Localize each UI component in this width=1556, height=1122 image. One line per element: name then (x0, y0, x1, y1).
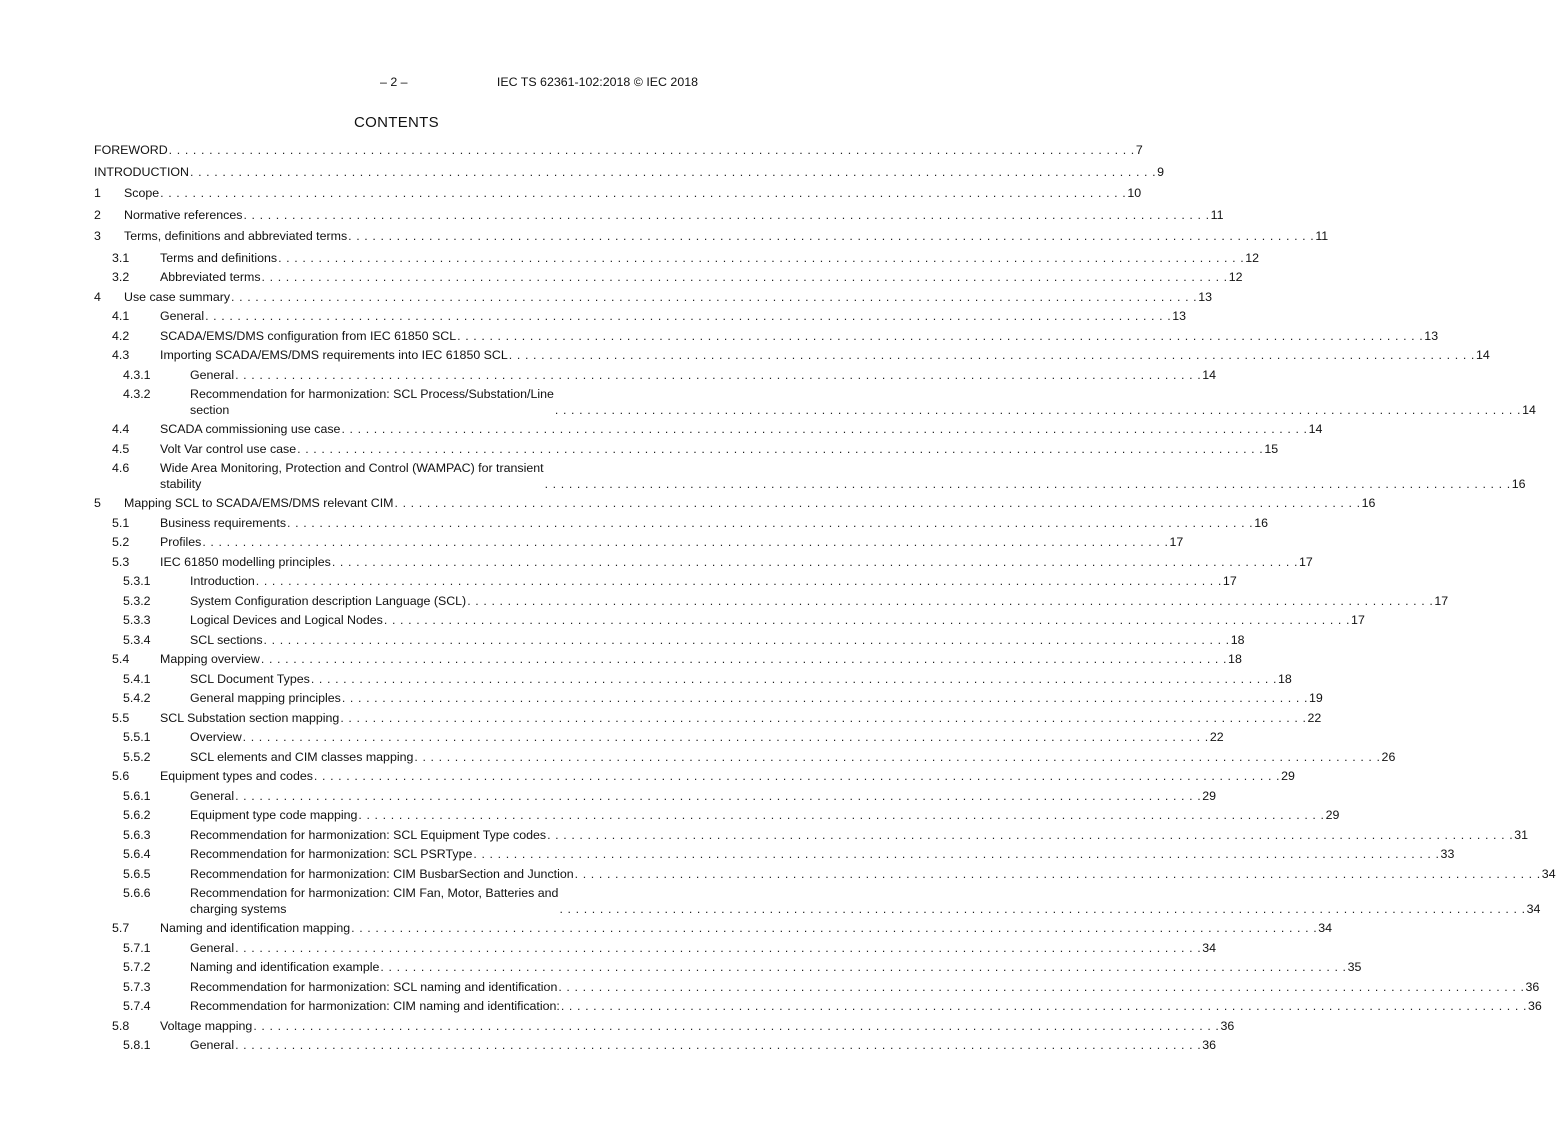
toc-entry-title: INTRODUCTION (94, 164, 189, 179)
dot-leader: . . . . . . . . . . . . . . . . . . . . . . . . . . . . . . . . . . . . . . . . . . . . . . . . . . . . . . . . . . . . . . . . . . . . . . . . . . . . . . . . . . . . . . . . . . . . . . . . . . . . . . . . . . . . . . . . . . . . . . . . (341, 691, 1309, 705)
toc-entry[interactable] (94, 1038, 1217, 1054)
toc-entry-page: 9 (1157, 164, 1165, 179)
toc-entry-title: Importing SCADA/EMS/DMS requirements into IEC 61850 SCL (160, 348, 508, 362)
dot-leader: . . . . . . . . . . . . . . . . . . . . . . . . . . . . . . . . . . . . . . . . . . . . . . . . . . . . . . . . . . . . . . . . . . . . . . . . . . . . . . . . . . . . . . . . . . . . . . . . . . . . . . . . . . . . . . . . . . . . . . . . (205, 309, 1172, 323)
toc-entry-title: General (190, 1038, 235, 1052)
toc-entry-page: 10 (1127, 186, 1142, 200)
toc-entry[interactable] (94, 788, 1217, 805)
toc-entry-page: 17 (1299, 554, 1313, 569)
toc-entry-number: 4 (94, 289, 101, 304)
toc-entry-title: Normative references (124, 207, 243, 222)
dot-leader: . . . . . . . . . . . . . . . . . . . . . . . . . . . . . . . . . . . . . . . . . . . . . . . . . . . . . . . . . . . . . . . . . . . . . . . . . . . . . . . . . . . . . . . . . . . . . . . . . . . . . . . . . . . . . . . . . . . . . . . . (168, 143, 1135, 157)
toc-entry-number: 5.3.1 (123, 574, 151, 588)
toc-entry-number: 3.1 (112, 250, 130, 265)
toc-entry-title: Logical Devices and Logical Nodes (190, 613, 383, 627)
toc-entry-title: General (190, 367, 235, 382)
toc-entry[interactable] (94, 652, 1242, 668)
toc-entry-title: General (160, 309, 205, 323)
toc-entry-page: 17 (1222, 574, 1237, 588)
toc-entry[interactable] (94, 730, 1224, 746)
dot-leader: . . . . . . . . . . . . . . . . . . . . . . . . . . . . . . . . . . . . . . . . . . . . . . . . . . . . . . . . . . . . . . . . . . . . . . . . . . . . . . . . . . . . . . . . . . . . . . . . . . . . . . . . . . . . . . . . . . . . . . . . (253, 1018, 1220, 1033)
dot-leader: . . . . . . . . . . . . . . . . . . . . . . . . . . . . . . . . . . . . . . . . . . . . . . . . . . . . . . . . . . . . . . . . . . . . . . . . . . . . . . . . . . . . . . . . . . . . . . . . . . . . . . . . . . . . . . . . . . . . . . . . (383, 613, 1351, 627)
toc-entry-page: 17 (1169, 535, 1184, 549)
toc-entry-number: 4.5 (112, 441, 130, 456)
toc-entry-page: 13 (1198, 289, 1213, 304)
dot-leader: . . . . . . . . . . . . . . . . . . . . . . . . . . . . . . . . . . . . . . . . . . . . . . . . . . . . . . . . . . . . . . . . . . . . . . . . . . . . . . . . . . . . . . . . . . . . . . . . . . . . . . . . . . . . . . . . . . . . . . . . (202, 535, 1169, 549)
toc-entry-page: 7 (1135, 143, 1143, 157)
dot-leader: . . . . . . . . . . . . . . . . . . . . . . . . . . . . . . . . . . . . . . . . . . . . . . . . . . . . . . . . . . . . . . . . . . . . . . . . . . . . . . . . . . . . . . . . . . . . . . . . . . . . . . . . . . . . . . . . . . . . . . . . (508, 348, 1475, 362)
dot-leader: . . . . . . . . . . . . . . . . . . . . . . . . . . . . . . . . . . . . . . . . . . . . . . . . . . . . . . . . . . . . . . . . . . . . . . . . . . . . . . . . . . . . . . . . . . . . . . . . . . . . . . . . . . . . . . . . . . . . . . . . (558, 979, 1525, 994)
toc-entry-number: 5.6.1 (123, 788, 151, 803)
toc-entry-page: 34 (1526, 901, 1541, 916)
dot-leader: . . . . . . . . . . . . . . . . . . . . . . . . . . . . . . . . . . . . . . . . . . . . . . . . . . . . . . . . . . . . . . . . . . . . . . . . . . . . . . . . . . . . . . . . . . . . . . . . . . . . . . . . . . . . . . . . . . . . . . . . (243, 207, 1210, 222)
toc-entry[interactable] (94, 940, 1217, 957)
dot-leader: . . . . . . . . . . . . . . . . . . . . . . . . . . . . . . . . . . . . . . . . . . . . . . . . . . . . . . . . . . . . . . . . . . . . . . . . . . . . . . . . . . . . . . . . . . . . . . . . . . . . . . . . . . . . . . . . . . . . . . . . (574, 866, 1541, 881)
toc-entry[interactable] (94, 1018, 1235, 1035)
toc-entry[interactable] (94, 827, 1529, 844)
toc-entry-page: 12 (1228, 270, 1243, 284)
toc-entry[interactable] (94, 671, 1292, 688)
toc-entry[interactable] (94, 866, 1556, 883)
toc-entry-number: 5.3 (112, 554, 130, 569)
toc-entry-page: 16 (1511, 476, 1526, 491)
dot-leader: . . . . . . . . . . . . . . . . . . . . . . . . . . . . . . . . . . . . . . . . . . . . . . . . . . . . . . . . . . . . . . . . . . . . . . . . . . . . . . . . . . . . . . . . . . . . . . . . . . . . . . . . . . . . . . . . . . . . . . . . (261, 270, 1228, 284)
dot-leader: . . . . . . . . . . . . . . . . . . . . . . . . . . . . . . . . . . . . . . . . . . . . . . . . . . . . . . . . . . . . . . . . . . . . . . . . . . . . . . . . . . . . . . . . . . . . . . . . . . . . . . . . . . . . . . . . . . . . . . . . (313, 769, 1281, 783)
toc-entry-title: SCADA commissioning use case (160, 422, 341, 436)
toc-entry[interactable] (94, 289, 1213, 306)
toc-entry-title: Mapping overview (160, 652, 260, 666)
toc-entry-page: 14 (1202, 367, 1217, 382)
toc-entry-page: 14 (1522, 402, 1536, 417)
toc-entry-title: IEC 61850 modelling principles (160, 554, 331, 569)
dot-leader: . . . . . . . . . . . . . . . . . . . . . . . . . . . . . . . . . . . . . . . . . . . . . . . . . . . . . . . . . . . . . . . . . . . . . . . . . . . . . . . . . . . . . . . . . . . . . . . . . . . . . . . . . . . . . . . . . . . . . . . . (263, 632, 1230, 647)
dot-leader: . . . . . . . . . . . . . . . . . . . . . . . . . . . . . . . . . . . . . . . . . . . . . . . . . . . . . . . . . . . . . . . . . . . . . . . . . . . . . . . . . . . . . . . . . . . . . . . . . . . . . . . . . . . . . . . . . . . . . . . . (287, 515, 1254, 530)
toc-entry-number: 5.6.3 (123, 827, 151, 842)
toc-entry-number: 5.4.2 (123, 691, 151, 705)
toc-entry[interactable] (94, 270, 1243, 286)
toc-entry-number: 4.1 (112, 309, 130, 323)
toc-entry-page: 18 (1230, 632, 1245, 647)
dot-leader: . . . . . . . . . . . . . . . . . . . . . . . . . . . . . . . . . . . . . . . . . . . . . . . . . . . . . . . . . . . . . . . . . . . . . . . . . . . . . . . . . . . . . . . . . . . . . . . . . . . . . . . . . . . . . . . . . . . . . . . . (340, 710, 1307, 725)
toc-entry-title: SCL Document Types (190, 671, 310, 686)
toc-entry-title: Overview (190, 730, 242, 744)
dot-leader: . . . . . . . . . . . . . . . . . . . . . . . . . . . . . . . . . . . . . . . . . . . . . . . . . . . . . . . . . . . . . . . . . . . . . . . . . . . . . . . . . . . . . . . . . . . . . . . . . . . . . . . . . . . . . . . . . . . . . . . . (235, 788, 1202, 803)
toc-entry-page: 17 (1351, 613, 1365, 627)
toc-entry[interactable] (94, 186, 1142, 202)
toc-entry-title: Abbreviated terms (160, 270, 261, 284)
dot-leader: . . . . . . . . . . . . . . . . . . . . . . . . . . . . . . . . . . . . . . . . . . . . . . . . . . . . . . . . . . . . . . . . . . . . . . . . . . . . . . . . . . . . . . . . . . . . . . . . . . . . . . . . . . . . . . . . . . . . . . . . (380, 960, 1347, 974)
dot-leader: . . . . . . . . . . . . . . . . . . . . . . . . . . . . . . . . . . . . . . . . . . . . . . . . . . . . . . . . . . . . . . . . . . . . . . . . . . . . . . . . . . . . . . . . . . . . . . . . . . . . . . . . . . . . . . . . . . . . . . . . (255, 574, 1222, 588)
toc-entry[interactable] (94, 348, 1490, 364)
dot-leader: . . . . . . . . . . . . . . . . . . . . . . . . . . . . . . . . . . . . . . . . . . . . . . . . . . . . . . . . . . . . . . . . . . . . . . . . . . . . . . . . . . . . . . . . . . . . . . . . . . . . . . . . . . . . . . . . . . . . . . . . (190, 164, 1157, 179)
toc-entry-page: 15 (1264, 441, 1279, 456)
toc-entry-page: 14 (1308, 422, 1323, 436)
toc-entry-title: SCL elements and CIM classes mapping (190, 749, 414, 764)
dot-leader: . . . . . . . . . . . . . . . . . . . . . . . . . . . . . . . . . . . . . . . . . . . . . . . . . . . . . . . . . . . . . . . . . . . . . . . . . . . . . . . . . . . . . . . . . . . . . . . . . . . . . . . . . . . . . . . . . . . . . . . . (235, 1038, 1202, 1052)
toc-entry-page: 18 (1228, 652, 1242, 666)
toc-entry-page: 26 (1381, 749, 1396, 764)
contents-heading: CONTENTS (354, 114, 439, 131)
dot-leader: . . . . . . . . . . . . . . . . . . . . . . . . . . . . . . . . . . . . . . . . . . . . . . . . . . . . . . . . . . . . . . . . . . . . . . . . . . . . . . . . . . . . . . . . . . . . . . . . . . . . . . . . . . . . . . . . . . . . . . . . (547, 827, 1514, 842)
toc-entry-page: 29 (1281, 769, 1295, 783)
toc-entry[interactable] (94, 422, 1323, 438)
toc-entry-title: Mapping SCL to SCADA/EMS/DMS relevant CIM (124, 496, 394, 510)
toc-entry[interactable] (94, 769, 1295, 785)
dot-leader: . . . . . . . . . . . . . . . . . . . . . . . . . . . . . . . . . . . . . . . . . . . . . . . . . . . . . . . . . . . . . . . . . . . . . . . . . . . . . . . . . . . . . . . . . . . . . . . . . . . . . . . . . . . . . . . . . . . . . . . . (554, 402, 1522, 417)
toc-entry-page: 13 (1172, 309, 1187, 323)
toc-entry-page: 36 (1528, 999, 1542, 1013)
toc-entry-page: 36 (1202, 1038, 1217, 1052)
toc-entry-number: 5.6.6 (123, 886, 151, 900)
toc-entry[interactable] (94, 749, 1396, 766)
toc-entry-title: Recommendation for harmonization: CIM naming and identification: (190, 999, 560, 1013)
toc-entry[interactable] (94, 979, 1540, 996)
toc-entry[interactable] (94, 367, 1217, 384)
toc-entry-number: 5.8 (112, 1018, 130, 1033)
toc-entry-number: 5.8.1 (123, 1038, 151, 1052)
toc-entry-title: Use case summary (124, 289, 231, 304)
toc-entry[interactable] (94, 999, 1542, 1015)
dot-leader: . . . . . . . . . . . . . . . . . . . . . . . . . . . . . . . . . . . . . . . . . . . . . . . . . . . . . . . . . . . . . . . . . . . . . . . . . . . . . . . . . . . . . . . . . . . . . . . . . . . . . . . . . . . . . . . . . . . . . . . . (467, 593, 1434, 608)
toc-entry-number: 5.5.2 (123, 749, 151, 764)
toc-entry[interactable] (94, 164, 1165, 181)
toc-entry-title: Naming and identification mapping (160, 921, 351, 935)
toc-entry-title: General mapping principles (190, 691, 341, 705)
toc-entry-number: 5.6.5 (123, 866, 151, 881)
toc-entry-number: 5.7 (112, 921, 130, 935)
toc-entry-title: Profiles (160, 535, 202, 549)
toc-entry[interactable] (94, 461, 1526, 492)
toc-entry-page: 22 (1209, 730, 1224, 744)
toc-entry-page: 11 (1210, 207, 1224, 222)
toc-entry-number: 5.3.3 (123, 613, 151, 627)
toc-entry-title: Recommendation for harmonization: SCL naming and identification (190, 979, 558, 994)
dot-leader: . . . . . . . . . . . . . . . . . . . . . . . . . . . . . . . . . . . . . . . . . . . . . . . . . . . . . . . . . . . . . . . . . . . . . . . . . . . . . . . . . . . . . . . . . . . . . . . . . . . . . . . . . . . . . . . . . . . . . . . . (278, 250, 1245, 265)
toc-entry[interactable] (94, 613, 1365, 629)
toc-entry-number: 5.4 (112, 652, 130, 666)
toc-entry-title: Recommendation for harmonization: SCL Process/Substation/Line (190, 387, 554, 401)
toc-entry[interactable] (94, 387, 1536, 418)
dot-leader: . . . . . . . . . . . . . . . . . . . . . . . . . . . . . . . . . . . . . . . . . . . . . . . . . . . . . . . . . . . . . . . . . . . . . . . . . . . . . . . . . . . . . . . . . . . . . . . . . . . . . . . . . . . . . . . . . . . . . . . . (394, 496, 1361, 510)
toc-entry-number: 5.6.4 (123, 847, 151, 861)
toc-entry-title: General (190, 788, 235, 803)
toc-entry[interactable] (94, 632, 1245, 649)
toc-entry-title: Equipment types and codes (160, 769, 313, 783)
toc-entry[interactable] (94, 143, 1143, 159)
toc-entry-page: 19 (1309, 691, 1323, 705)
toc-entry-title: Business requirements (160, 515, 287, 530)
dot-leader: . . . . . . . . . . . . . . . . . . . . . . . . . . . . . . . . . . . . . . . . . . . . . . . . . . . . . . . . . . . . . . . . . . . . . . . . . . . . . . . . . . . . . . . . . . . . . . . . . . . . . . . . . . . . . . . . . . . . . . . . (160, 186, 1127, 200)
toc-entry[interactable] (94, 921, 1333, 937)
dot-leader: . . . . . . . . . . . . . . . . . . . . . . . . . . . . . . . . . . . . . . . . . . . . . . . . . . . . . . . . . . . . . . . . . . . . . . . . . . . . . . . . . . . . . . . . . . . . . . . . . . . . . . . . . . . . . . . . . . . . . . . . (544, 476, 1511, 491)
toc-entry-number: 5.7.4 (123, 999, 151, 1013)
toc-entry-title: SCADA/EMS/DMS configuration from IEC 61850 SCL (160, 328, 457, 343)
toc-entry[interactable] (94, 554, 1313, 571)
toc-entry-number: 5.7.1 (123, 940, 151, 955)
toc-entry[interactable] (94, 328, 1439, 345)
toc-entry-page: 12 (1245, 250, 1260, 265)
page-number: – 2 – (380, 75, 408, 89)
toc-entry-title: Recommendation for harmonization: CIM Fan, Motor, Batteries and (190, 886, 559, 900)
dot-leader: . . . . . . . . . . . . . . . . . . . . . . . . . . . . . . . . . . . . . . . . . . . . . . . . . . . . . . . . . . . . . . . . . . . . . . . . . . . . . . . . . . . . . . . . . . . . . . . . . . . . . . . . . . . . . . . . . . . . . . . . (559, 901, 1526, 916)
toc-entry[interactable] (94, 886, 1541, 917)
dot-leader: . . . . . . . . . . . . . . . . . . . . . . . . . . . . . . . . . . . . . . . . . . . . . . . . . . . . . . . . . . . . . . . . . . . . . . . . . . . . . . . . . . . . . . . . . . . . . . . . . . . . . . . . . . . . . . . . . . . . . . . . (310, 671, 1278, 686)
dot-leader: . . . . . . . . . . . . . . . . . . . . . . . . . . . . . . . . . . . . . . . . . . . . . . . . . . . . . . . . . . . . . . . . . . . . . . . . . . . . . . . . . . . . . . . . . . . . . . . . . . . . . . . . . . . . . . . . . . . . . . . . (235, 367, 1202, 382)
toc-entry[interactable] (94, 847, 1455, 863)
dot-leader: . . . . . . . . . . . . . . . . . . . . . . . . . . . . . . . . . . . . . . . . . . . . . . . . . . . . . . . . . . . . . . . . . . . . . . . . . . . . . . . . . . . . . . . . . . . . . . . . . . . . . . . . . . . . . . . . . . . . . . . . (331, 554, 1298, 569)
toc-entry-title: FOREWORD (94, 143, 168, 157)
toc-entry-page: 31 (1514, 827, 1529, 842)
toc-entry[interactable] (94, 250, 1260, 267)
toc-entry-title-continued: stability (160, 476, 202, 491)
toc-entry-page: 33 (1440, 847, 1455, 861)
toc-entry-page: 11 (1315, 229, 1329, 243)
toc-entry[interactable] (94, 691, 1323, 707)
dot-leader: . . . . . . . . . . . . . . . . . . . . . . . . . . . . . . . . . . . . . . . . . . . . . . . . . . . . . . . . . . . . . . . . . . . . . . . . . . . . . . . . . . . . . . . . . . . . . . . . . . . . . . . . . . . . . . . . . . . . . . . . (231, 289, 1198, 304)
toc-entry-title: Terms, definitions and abbreviated terms (124, 229, 348, 243)
toc-entry[interactable] (94, 515, 1268, 532)
toc-entry-number: 4.3.1 (123, 367, 151, 382)
toc-entry-number: 4.4 (112, 422, 130, 436)
toc-entry-title: Wide Area Monitoring, Protection and Control (WAMPAC) for transient (160, 461, 544, 475)
toc-entry-title: General (190, 940, 235, 955)
toc-entry-number: 4.2 (112, 328, 130, 343)
dot-leader: . . . . . . . . . . . . . . . . . . . . . . . . . . . . . . . . . . . . . . . . . . . . . . . . . . . . . . . . . . . . . . . . . . . . . . . . . . . . . . . . . . . . . . . . . . . . . . . . . . . . . . . . . . . . . . . . . . . . . . . . (351, 921, 1318, 935)
dot-leader: . . . . . . . . . . . . . . . . . . . . . . . . . . . . . . . . . . . . . . . . . . . . . . . . . . . . . . . . . . . . . . . . . . . . . . . . . . . . . . . . . . . . . . . . . . . . . . . . . . . . . . . . . . . . . . . . . . . . . . . . (235, 940, 1202, 955)
toc-entry-number: 5.5 (112, 710, 130, 725)
toc-entry-title: SCL sections (190, 632, 263, 647)
toc-entry-number: 4.3 (112, 348, 130, 362)
toc-entry-number: 5.3.2 (123, 593, 151, 608)
toc-entry-number: 5.7.3 (123, 979, 151, 994)
toc-entry[interactable] (94, 593, 1449, 610)
toc-entry-number: 3 (94, 229, 101, 243)
toc-entry-page: 29 (1325, 808, 1340, 822)
toc-entry-title: Recommendation for harmonization: CIM BusbarSection and Junction (190, 866, 574, 881)
dot-leader: . . . . . . . . . . . . . . . . . . . . . . . . . . . . . . . . . . . . . . . . . . . . . . . . . . . . . . . . . . . . . . . . . . . . . . . . . . . . . . . . . . . . . . . . . . . . . . . . . . . . . . . . . . . . . . . . . . . . . . . . (348, 229, 1315, 243)
standard-identifier: IEC TS 62361-102:2018 © IEC 2018 (496, 75, 698, 89)
toc-entry-number: 3.2 (112, 270, 130, 284)
dot-leader: . . . . . . . . . . . . . . . . . . . . . . . . . . . . . . . . . . . . . . . . . . . . . . . . . . . . . . . . . . . . . . . . . . . . . . . . . . . . . . . . . . . . . . . . . . . . . . . . . . . . . . . . . . . . . . . . . . . . . . . . (297, 441, 1264, 456)
toc-entry-title: Terms and definitions (160, 250, 278, 265)
toc-entry[interactable] (94, 574, 1237, 590)
toc-entry-page: 36 (1525, 979, 1540, 994)
toc-entry-title: Recommendation for harmonization: SCL Equipment Type codes (190, 827, 547, 842)
toc-entry-title: Introduction (190, 574, 255, 588)
toc-entry[interactable] (94, 496, 1376, 512)
toc-entry-page: 22 (1307, 710, 1322, 725)
toc-entry-page: 16 (1254, 515, 1268, 530)
table-of-contents (94, 143, 1556, 1054)
toc-entry-number: 5 (94, 496, 101, 510)
toc-entry-page: 16 (1361, 496, 1376, 510)
toc-entry[interactable] (94, 710, 1322, 727)
toc-entry-page: 29 (1202, 788, 1217, 803)
dot-leader: . . . . . . . . . . . . . . . . . . . . . . . . . . . . . . . . . . . . . . . . . . . . . . . . . . . . . . . . . . . . . . . . . . . . . . . . . . . . . . . . . . . . . . . . . . . . . . . . . . . . . . . . . . . . . . . . . . . . . . . . (414, 749, 1381, 764)
toc-entry[interactable] (94, 207, 1224, 224)
toc-entry-number: 5.1 (112, 515, 130, 530)
toc-entry-page: 35 (1347, 960, 1362, 974)
dot-leader: . . . . . . . . . . . . . . . . . . . . . . . . . . . . . . . . . . . . . . . . . . . . . . . . . . . . . . . . . . . . . . . . . . . . . . . . . . . . . . . . . . . . . . . . . . . . . . . . . . . . . . . . . . . . . . . . . . . . . . . . (560, 999, 1528, 1013)
toc-entry[interactable] (94, 229, 1329, 245)
dot-leader: . . . . . . . . . . . . . . . . . . . . . . . . . . . . . . . . . . . . . . . . . . . . . . . . . . . . . . . . . . . . . . . . . . . . . . . . . . . . . . . . . . . . . . . . . . . . . . . . . . . . . . . . . . . . . . . . . . . . . . . . (260, 652, 1228, 666)
toc-entry-title: System Configuration description Language (SCL) (190, 593, 467, 608)
dot-leader: . . . . . . . . . . . . . . . . . . . . . . . . . . . . . . . . . . . . . . . . . . . . . . . . . . . . . . . . . . . . . . . . . . . . . . . . . . . . . . . . . . . . . . . . . . . . . . . . . . . . . . . . . . . . . . . . . . . . . . . . (457, 328, 1424, 343)
toc-entry-number: 5.6 (112, 769, 130, 783)
toc-entry[interactable] (94, 309, 1187, 325)
toc-entry-title: SCL Substation section mapping (160, 710, 340, 725)
toc-entry-title-continued: section (190, 402, 230, 417)
toc-entry-title: Recommendation for harmonization: SCL PSRType (190, 847, 473, 861)
toc-entry-page: 34 (1202, 940, 1217, 955)
dot-leader: . . . . . . . . . . . . . . . . . . . . . . . . . . . . . . . . . . . . . . . . . . . . . . . . . . . . . . . . . . . . . . . . . . . . . . . . . . . . . . . . . . . . . . . . . . . . . . . . . . . . . . . . . . . . . . . . . . . . . . . . (473, 847, 1440, 861)
toc-entry[interactable] (94, 535, 1184, 551)
page-header (0, 75, 793, 93)
toc-entry-page: 34 (1541, 866, 1556, 881)
dot-leader: . . . . . . . . . . . . . . . . . . . . . . . . . . . . . . . . . . . . . . . . . . . . . . . . . . . . . . . . . . . . . . . . . . . . . . . . . . . . . . . . . . . . . . . . . . . . . . . . . . . . . . . . . . . . . . . . . . . . . . . . (358, 808, 1325, 822)
toc-entry-title: Volt Var control use case (160, 441, 297, 456)
toc-entry-title: Scope (124, 186, 160, 200)
toc-entry-number: 4.3.2 (123, 387, 151, 401)
dot-leader: . . . . . . . . . . . . . . . . . . . . . . . . . . . . . . . . . . . . . . . . . . . . . . . . . . . . . . . . . . . . . . . . . . . . . . . . . . . . . . . . . . . . . . . . . . . . . . . . . . . . . . . . . . . . . . . . . . . . . . . . (341, 422, 1308, 436)
toc-entry-title: Voltage mapping (160, 1018, 253, 1033)
toc-entry[interactable] (94, 960, 1362, 976)
toc-entry-number: 5.3.4 (123, 632, 151, 647)
toc-entry-title: Equipment type code mapping (190, 808, 358, 822)
toc-entry[interactable] (94, 808, 1340, 824)
toc-entry-page: 36 (1220, 1018, 1235, 1033)
toc-entry-number: 5.5.1 (123, 730, 151, 744)
toc-entry-page: 34 (1318, 921, 1333, 935)
toc-entry-page: 13 (1424, 328, 1439, 343)
toc-entry-title: Naming and identification example (190, 960, 380, 974)
toc-entry[interactable] (94, 441, 1279, 458)
toc-entry-number: 5.4.1 (123, 671, 151, 686)
toc-entry-number: 5.2 (112, 535, 130, 549)
toc-entry-page: 18 (1278, 671, 1292, 686)
toc-entry-title-continued: charging systems (190, 901, 287, 916)
toc-entry-page: 17 (1434, 593, 1449, 608)
toc-entry-number: 2 (94, 207, 101, 222)
toc-entry-number: 4.6 (112, 461, 130, 475)
toc-entry-number: 5.7.2 (123, 960, 151, 974)
toc-entry-number: 1 (94, 186, 101, 200)
dot-leader: . . . . . . . . . . . . . . . . . . . . . . . . . . . . . . . . . . . . . . . . . . . . . . . . . . . . . . . . . . . . . . . . . . . . . . . . . . . . . . . . . . . . . . . . . . . . . . . . . . . . . . . . . . . . . . . . . . . . . . . . (242, 730, 1209, 744)
toc-entry-number: 5.6.2 (123, 808, 151, 822)
toc-entry-page: 14 (1475, 348, 1490, 362)
